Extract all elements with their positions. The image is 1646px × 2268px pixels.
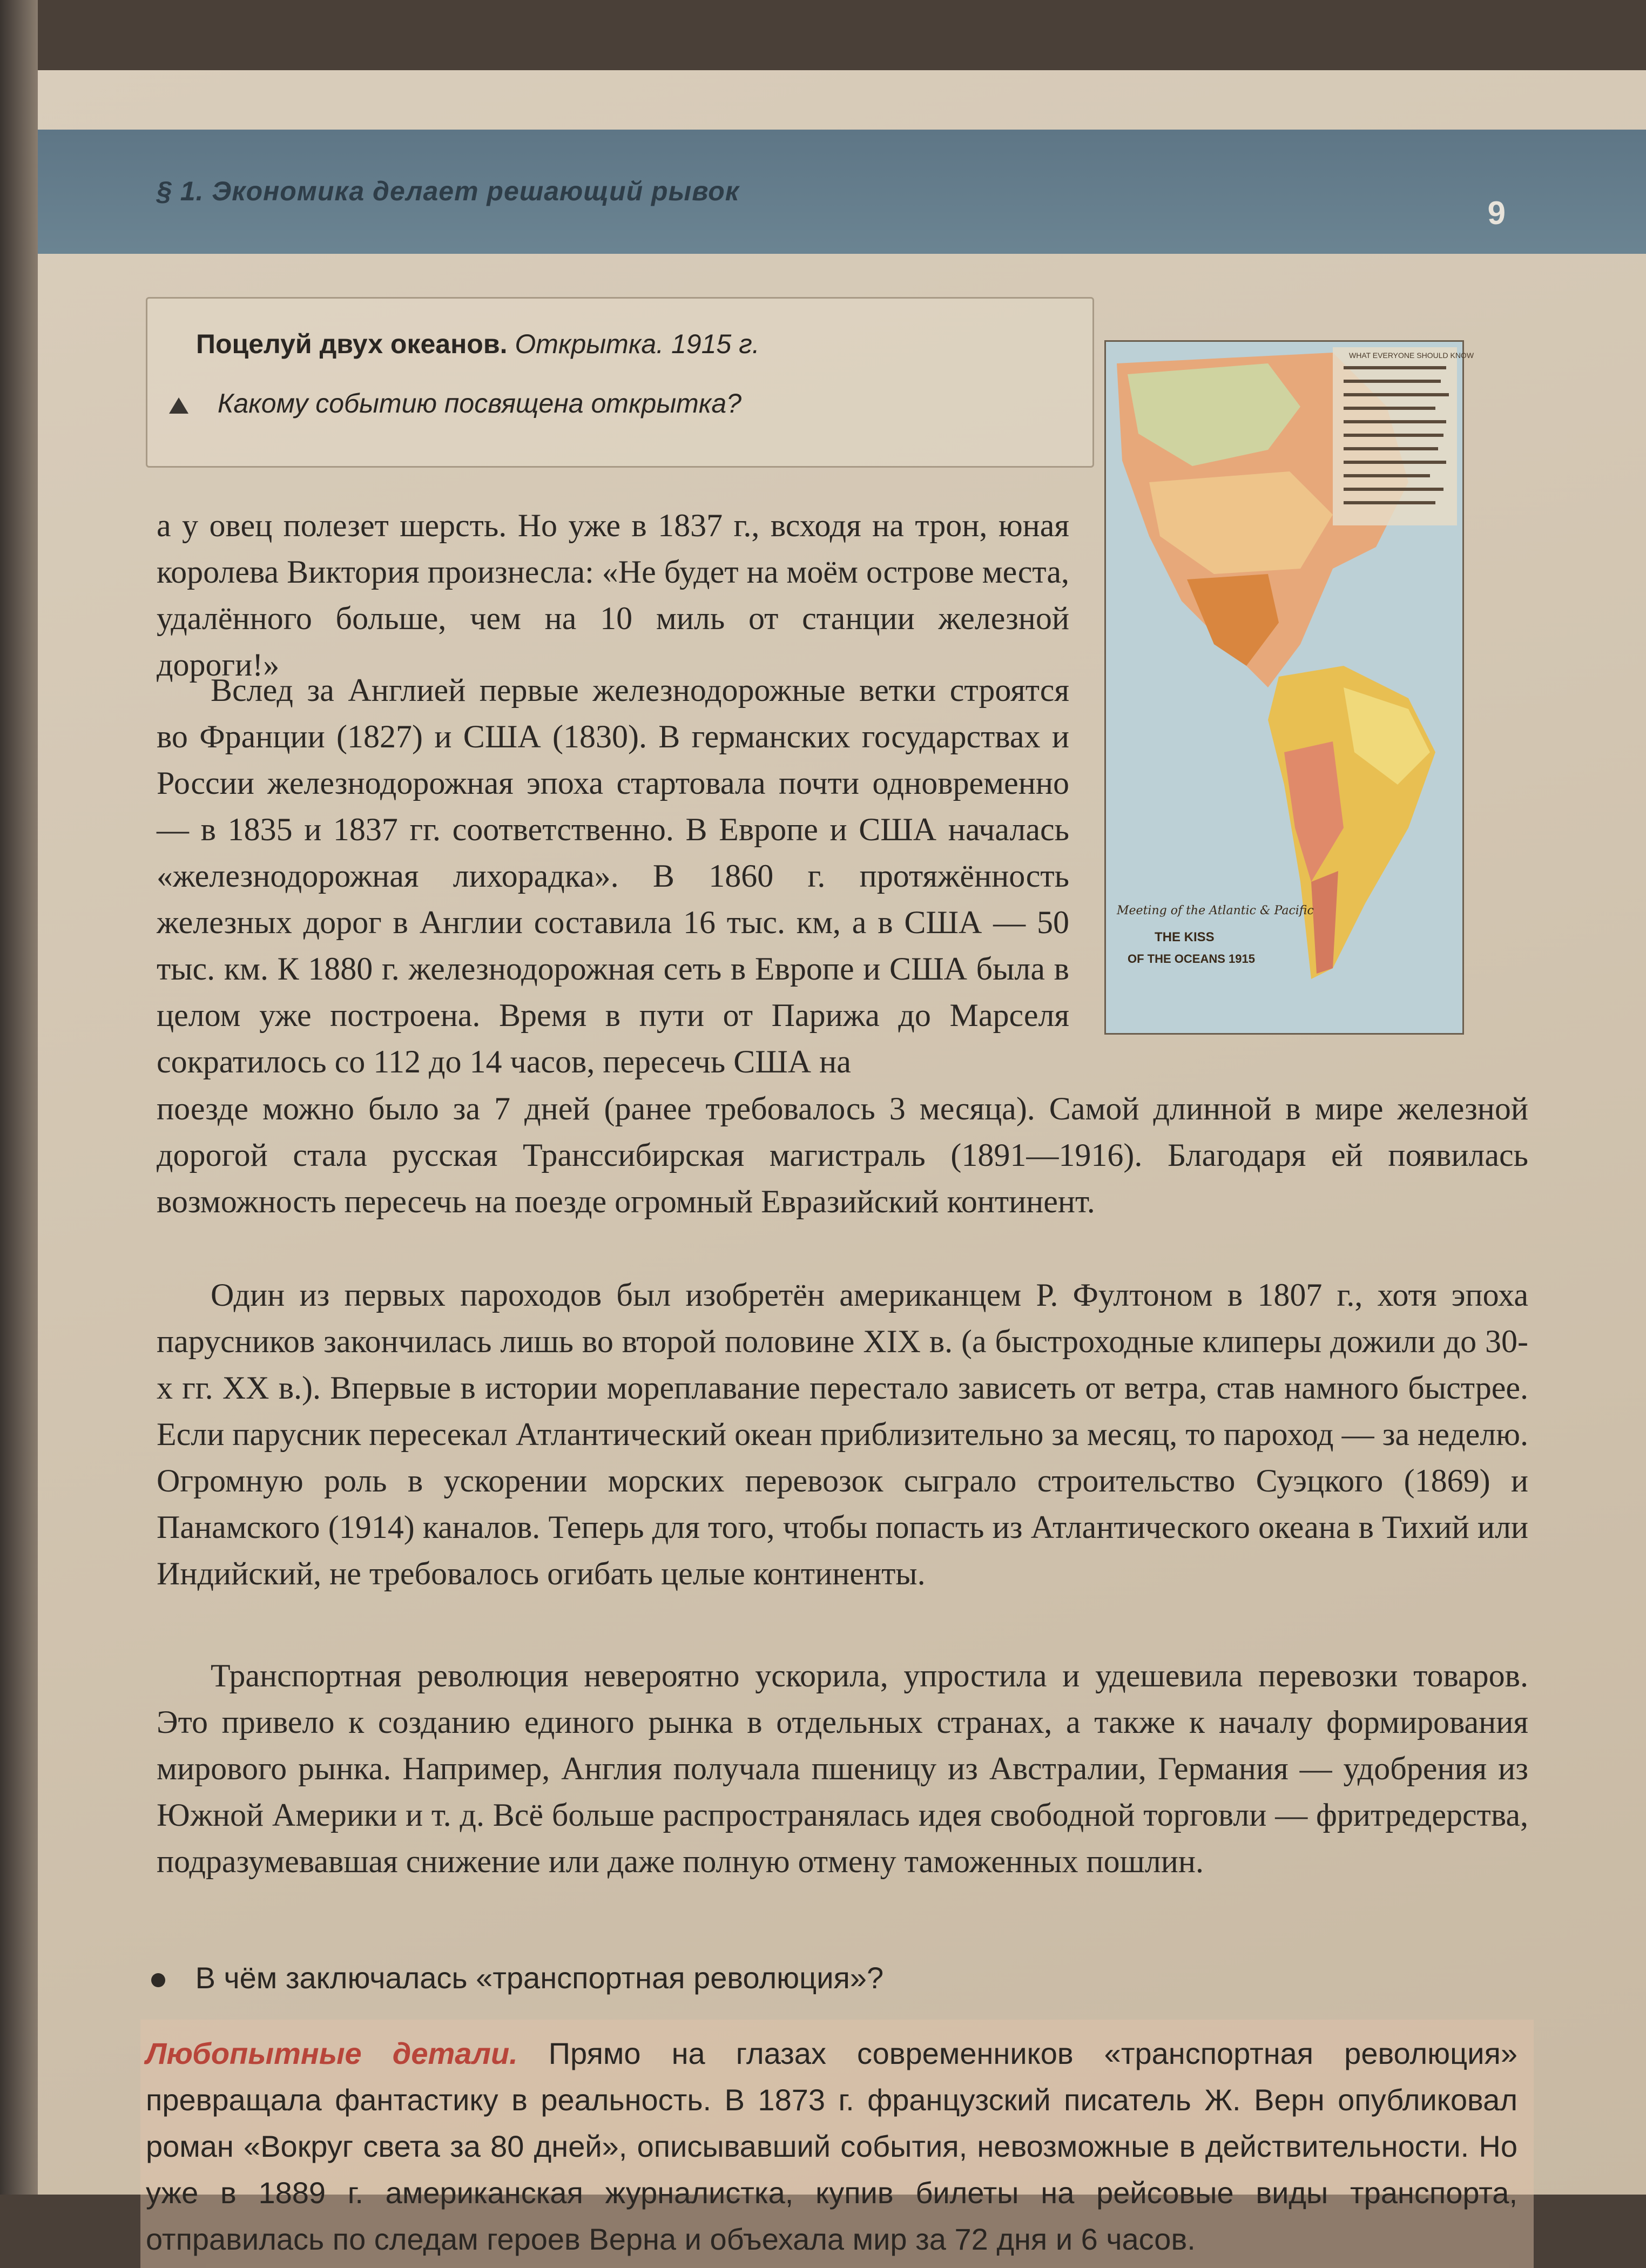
review-question-text: В чём заключалась «транспортная революция»? — [195, 1961, 884, 1995]
map-label-line2: THE KISS — [1155, 930, 1215, 944]
paragraph-4 — [157, 1652, 1528, 1885]
map-label-line3: OF THE OCEANS 1915 — [1128, 952, 1255, 966]
triangle-icon — [169, 397, 188, 414]
bullet-icon — [151, 1973, 165, 1987]
review-question — [151, 1960, 883, 1995]
curious-details-heading: Любопытные детали. — [146, 2036, 518, 2070]
paragraph-2 — [157, 667, 1069, 1085]
paragraph-3-text: Один из первых пароходов был изобретён американцем Р. Фултоном в 1807 г., хотя эпоха парусников закончилась лишь во второй половине XIX в. (а быстроходные клиперы дожили до 30-х гг. XX в.). Впервые в истории мореплавание перестало зависеть от ветра, став намного быстрее. Если парусник пересекал Атлантический океан приблизительно за месяц, то пароход — за неделю. Огромную роль в ускорении морских перевозок сыграло строительство Суэцкого (1869) и Панамского (1914) каналов. Теперь для того, чтобы попасть из Атлантического океана в Тихий или Индийский, не требовалось огибать целые континенты. — [157, 1277, 1528, 1591]
caption-question-text: Какому событию посвящена открытка? — [217, 388, 742, 418]
map-top-label: WHAT EVERYONE SHOULD KNOW — [1349, 351, 1474, 360]
paragraph-3 — [157, 1272, 1528, 1597]
caption-title-italic: Открытка. 1915 г. — [515, 329, 760, 359]
curious-details-box — [140, 2020, 1534, 2268]
paragraph-2-text: Вслед за Англией первые железнодорожные ветки строятся во Франции (1827) и США (1830). В германских государствах и России железнодорожная эпоха стартовала почти одновременно — в 1835 и 1837 гг. соответственно. В Европе и США началась «железнодорожная лихорадка». В 1860 г. протяжённость железных дорог в Англии составила 16 тыс. км, а в США — 50 тыс. км. К 1880 г. железнодорожная сеть в Европе и США была в целом уже построена. Время в пути от Парижа до Марселя сократилось со 112 до 14 часов, пересечь США на — [157, 672, 1069, 1079]
running-head: § 1. Экономика делает решающий рывок — [157, 176, 740, 206]
curious-details-text — [146, 2030, 1517, 2263]
postcard-map-image — [1104, 340, 1474, 1035]
paragraph-4-text: Транспортная революция невероятно ускорила, упростила и удешевила перевозки товаров. Это привело к созданию единого рынка в отдельных странах, а также к началу формирования мирового рынка. Например, Англия получала пшеницу из Австралии, Германия — удобрения из Южной Америки и т. д. Всё больше распространялась идея свободной торговли — фритредерства, подразумевавшая снижение или даже полную отмену таможенных пошлин. — [157, 1658, 1528, 1879]
textbook-page — [38, 70, 1646, 2256]
book-spine — [0, 0, 38, 2195]
page-number: 9 — [1487, 195, 1506, 231]
caption-question — [169, 388, 741, 419]
caption-title-bold: Поцелуй двух океанов. — [196, 329, 508, 359]
caption-title — [196, 328, 760, 360]
map-label-line1: Meeting of the Atlantic & Pacific — [1117, 904, 1314, 917]
curious-details-body: Прямо на глазах современников «транспортная революция» превращала фантастику в реальность. В 1873 г. французский писатель Ж. Верн опубликовал роман «Вокруг света за 80 дней», описывавший события, невозможные в действительности. Но уже в 1889 г. американская журналистка, купив билеты на рейсовые виды транспорта, отправилась по следам героев Верна и объехала мир за 72 дня и 6 часов. — [146, 2036, 1518, 2256]
paragraph-2-continued — [157, 1085, 1528, 1225]
paragraph-2-continued-text: поезде можно было за 7 дней (ранее требовалось 3 месяца). Самой длинной в мире железной дорогой стала русская Транссибирская магистраль (1891—1916). Благодаря ей появилась возможность пересечь на поезде огромный Евразийский континент. — [157, 1091, 1528, 1219]
paragraph-1-text: а у овец полезет шерсть. Но уже в 1837 г., всходя на трон, юная королева Виктория произнесла: «Не будет на моём острове места, удалённого больше, чем на 10 миль от станции железной дороги!» — [157, 508, 1069, 683]
figure-caption — [146, 297, 1094, 468]
americas-map-illustration — [1106, 342, 1474, 1033]
paragraph-1 — [157, 502, 1069, 688]
